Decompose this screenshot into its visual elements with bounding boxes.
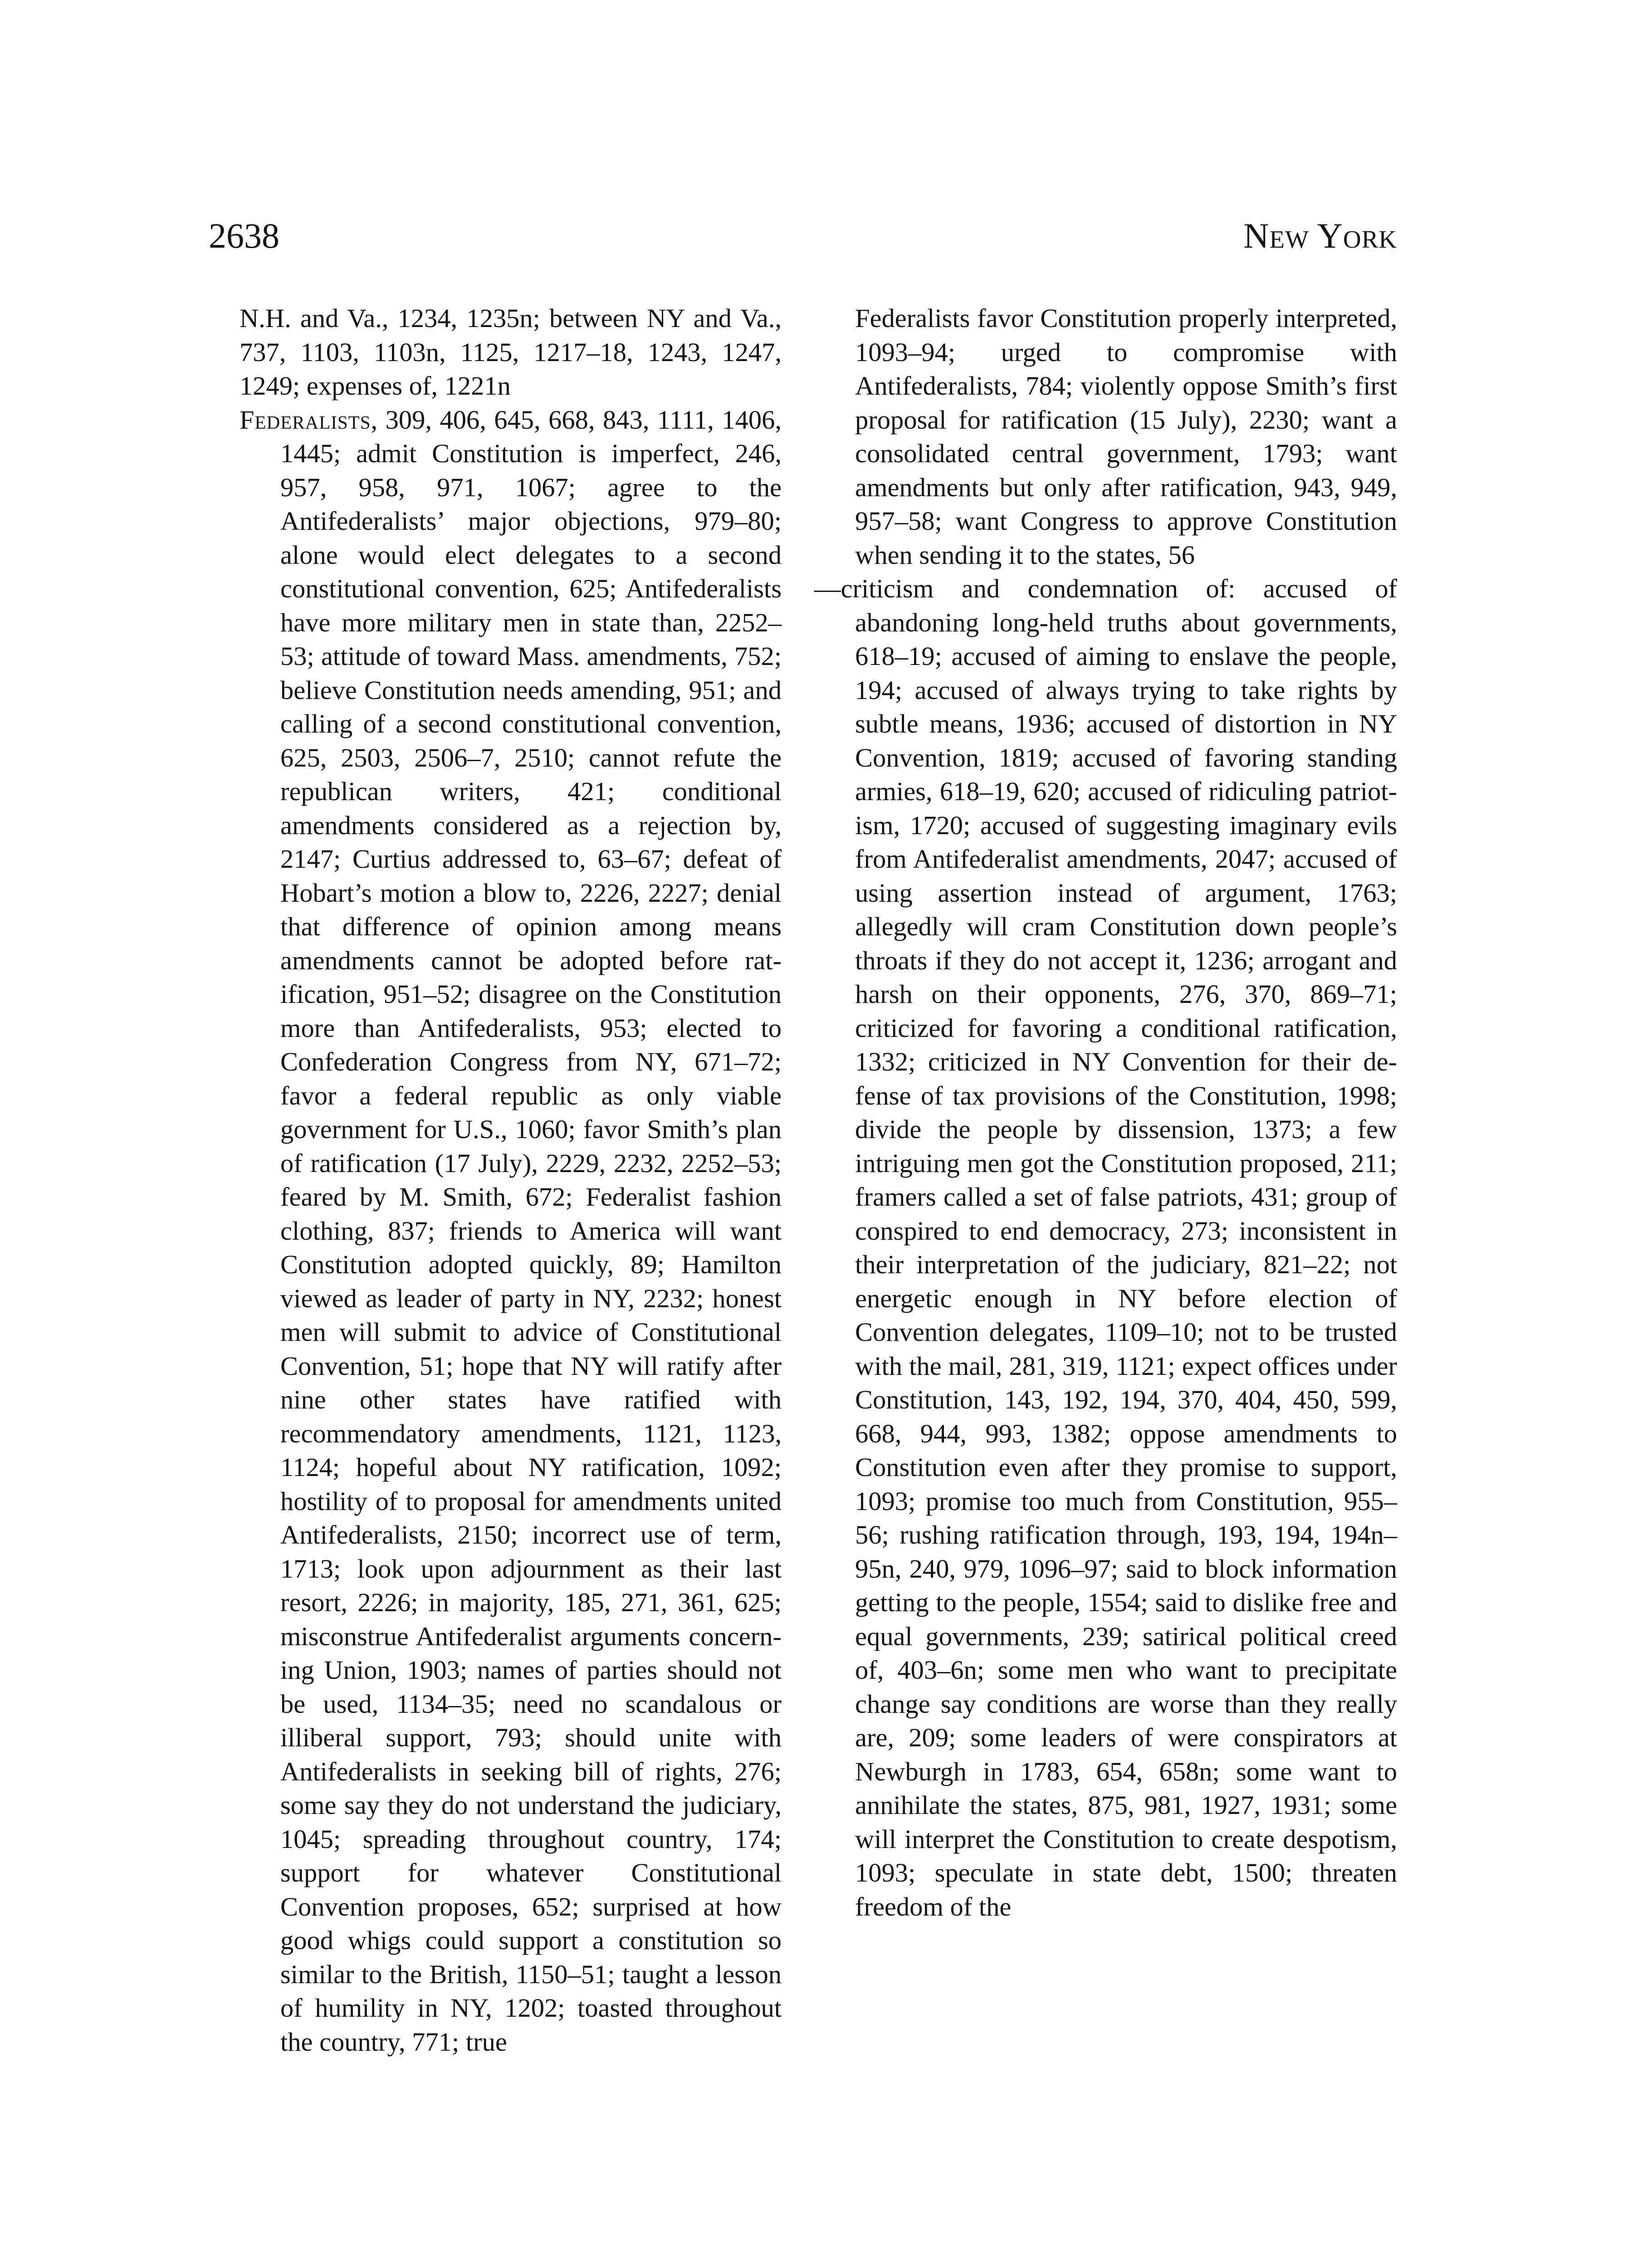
page-number: 2638 [209, 216, 279, 255]
entry-text: , 309, 406, 645, 668, 843, 1111, 1406, 1445; admit Constitution is imperfect, 246, 957, 958, 971, 1067; agree to the Antifederalists’ major objections, 979–80; alone would elect delegates to a second constitutional convention, 625; Antifederalists have more military men in state than, 2252–53; attitude of toward Mass. amendments, 752; believe Constitution needs amending, 951; and calling of a second constitutional convention, 625, 2503, 2506–7, 2510; cannot refute the republican writers, 421; conditional amendments considered as a rejection by, 2147; Curtius addressed to, 63–67; defeat of Hobart’s motion a blow to, 2226, 2227; denial that difference of opinion among means amendments cannot be adopted before ratification, 951–52; disagree on the Constitution more than Antifederalists, 953; elected to Confederation Congress from NY, 671–72; favor a federal republic as only viable government for U.S., 1060; favor Smith’s plan of ratification (17 July), 2229, 2232, 2252–53; feared by M. Smith, 672; Federalist fashion clothing, 837; friends to America will want Constitution adopted quickly, 89; Hamilton viewed as leader of party in NY, 2232; honest men will submit to advice of Constitutional Convention, 51; hope that NY will ratify after nine other states have ratified with recommendatory amendments, 1121, 1123, 1124; hopeful about NY ratification, 1092; hostility of to proposal for amendments united Antifederalists, 2150; incorrect use of term, 1713; look upon adjournment as their last resort, 2226; in majority, 185, 271, 361, 625; misconstrue Antifederalist arguments concerning Union, 1903; names of parties should not be used, 1134–35; need no scandalous or illiberal support, 793; should unite with Antifederalists in seeking bill of rights, 276; some say they do not understand the judiciary, 1045; spreading throughout country, 174; support for whatever Constitutional Convention proposes, 652; surprised at how good whigs could support a constitution so similar to the British, 1150–51; taught a lesson of humility in NY, 1202; toasted throughout the country, 771; true [280, 405, 782, 2057]
continued-entry-text-right: Federalists favor Constitution properly interpreted, 1093–94; urged to compromise with Antifederalists, 784; violently oppose Smith’s first proposal for ratification (15 July), 2230; want a consolidated central government, 1793; want amendments but only after ratification, 943, 949, 957–58; want Congress to approve Constitution when sending it to the states, 56 [855, 303, 1397, 570]
left-column [240, 302, 782, 2059]
index-entry-federalists [240, 403, 782, 2059]
continued-entry-text: N.H. and Va., 1234, 1235n; between NY and Va., 737, 1103, 1103n, 1125, 1217–18, 1243, 1247, 1249; expenses of, 1221n [240, 303, 782, 401]
entry-heading: Federalists [240, 405, 371, 435]
right-column [814, 302, 1397, 1924]
section-title: New York [1243, 216, 1397, 255]
running-head [209, 213, 1397, 259]
sub-entry-criticism: —criticism and condemnation of: accused of abandoning long-held truths about governments, 618–19; accused of aiming to enslave the people, 194; accused of always trying to take rights by subtle means, 1936; accused of distortion in NY Convention, 1819; accused of favoring standing armies, 618–19, 620; accused of ridiculing patriotism, 1720; accused of suggesting imaginary evils from Antifederalist amendments, 2047; accused of using assertion instead of argument, 1763; allegedly will cram Constitution down people’s throats if they do not accept it, 1236; arrogant and harsh on their opponents, 276, 370, 869–71; criticized for favoring a conditional ratification, 1332; criticized in NY Convention for their defense of tax provisions of the Constitution, 1998; divide the people by dissension, 1373; a few intriguing men got the Constitution proposed, 211; framers called a set of false patriots, 431; group of conspired to end democracy, 273; inconsistent in their interpretation of the judiciary, 821–22; not energetic enough in NY before election of Convention delegates, 1109–10; not to be trusted with the mail, 281, 319, 1121; expect offices under Constitution, 143, 192, 194, 370, 404, 450, 599, 668, 944, 993, 1382; oppose amendments to Constitution even after they promise to support, 1093; promise too much from Constitution, 955–56; rushing ratification through, 193, 194, 194n–95n, 240, 979, 1096–97; said to block information getting to the people, 1554; said to dislike free and equal governments, 239; satirical political creed of, 403–6n; some men who want to precipitate change say conditions are worse than they really are, 209; some leaders of were conspirators at Newburgh in 1783, 654, 658n; some want to annihilate the states, 875, 981, 1927, 1931; some will interpret the Constitution to create despotism, 1093; speculate in state debt, 1500; threaten freedom of the [814, 574, 1397, 1921]
